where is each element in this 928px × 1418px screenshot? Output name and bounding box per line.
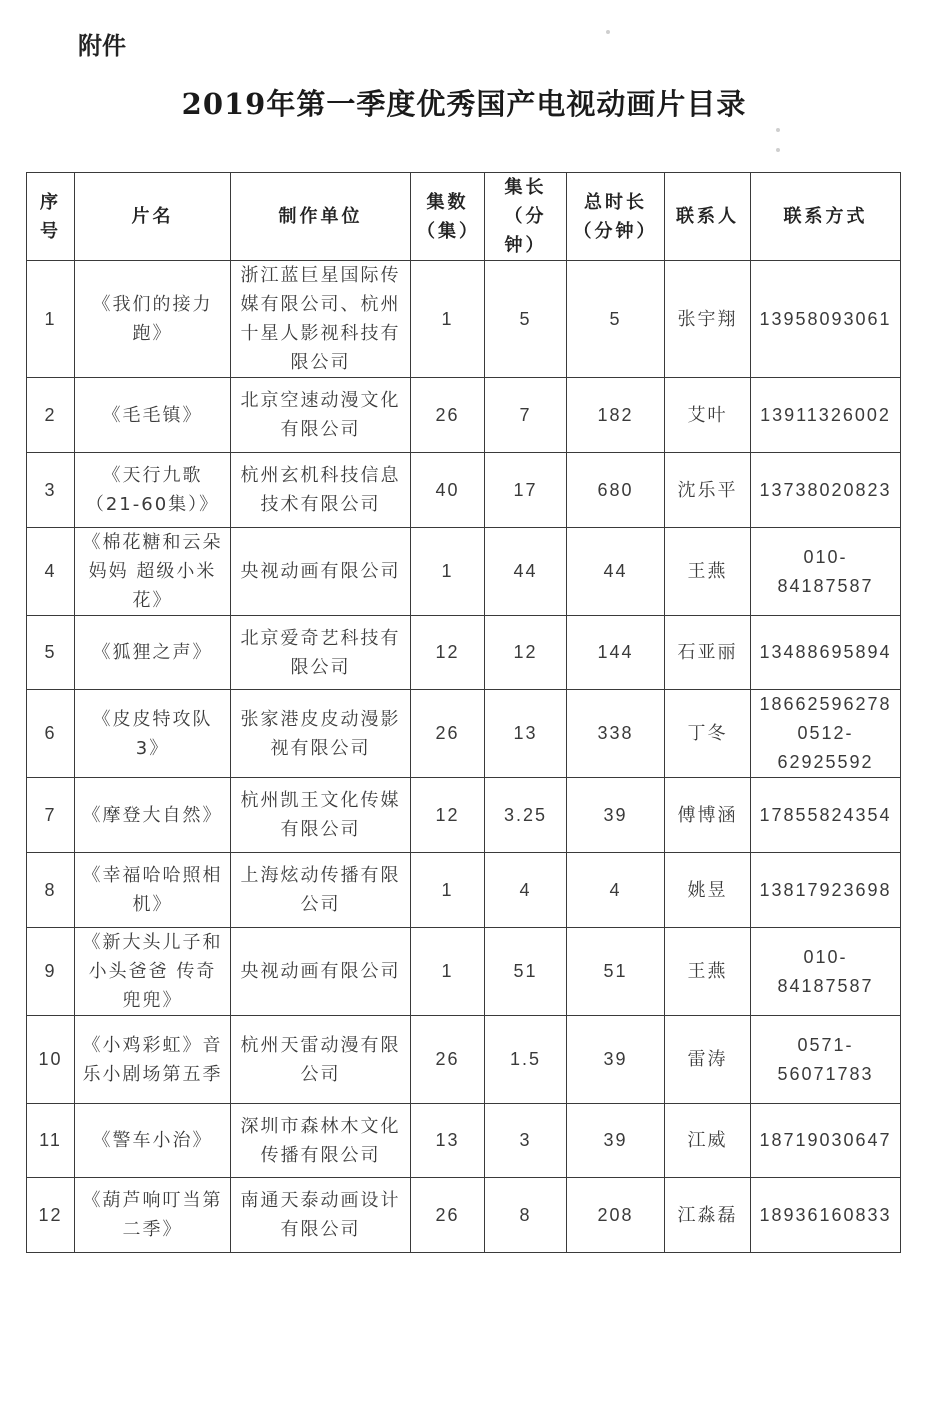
header-producer: 制作单位	[231, 173, 411, 261]
row-total-length: 51	[567, 928, 665, 1016]
row-name: 《警车小治》	[75, 1104, 231, 1178]
row-producer: 上海炫动传播有限公司	[231, 853, 411, 928]
row-contact: 丁冬	[665, 690, 751, 778]
row-contact: 江威	[665, 1104, 751, 1178]
row-episodes: 12	[411, 616, 485, 690]
row-episode-length: 17	[485, 453, 567, 528]
row-producer: 浙江蓝巨星国际传媒有限公司、杭州十星人影视科技有限公司	[231, 261, 411, 378]
row-contact: 王燕	[665, 528, 751, 616]
row-phone: 18719030647	[751, 1104, 901, 1178]
header-episode-length: 集长（分钟）	[485, 173, 567, 261]
row-episodes: 12	[411, 778, 485, 853]
attachment-label: 附件	[78, 32, 126, 60]
row-producer: 南通天泰动画设计有限公司	[231, 1178, 411, 1253]
row-index: 9	[27, 928, 75, 1016]
row-total-length: 680	[567, 453, 665, 528]
header-name: 片名	[75, 173, 231, 261]
row-producer: 杭州凯王文化传媒有限公司	[231, 778, 411, 853]
row-contact: 张宇翔	[665, 261, 751, 378]
document-title: 2019年第一季度优秀国产电视动画片目录	[181, 87, 747, 121]
row-phone: 13911326002	[751, 378, 901, 453]
row-index: 10	[27, 1016, 75, 1104]
row-producer: 北京空速动漫文化有限公司	[231, 378, 411, 453]
row-name: 《天行九歌（21-60集）》	[75, 453, 231, 528]
row-total-length: 338	[567, 690, 665, 778]
row-index: 8	[27, 853, 75, 928]
row-episodes: 40	[411, 453, 485, 528]
row-episodes: 1	[411, 853, 485, 928]
row-index: 6	[27, 690, 75, 778]
table-row	[27, 778, 901, 853]
row-index: 12	[27, 1178, 75, 1253]
row-total-length: 144	[567, 616, 665, 690]
row-name: 《新大头儿子和小头爸爸 传奇兜兜》	[75, 928, 231, 1016]
scan-speck	[776, 148, 780, 152]
scan-speck	[606, 30, 610, 34]
row-contact: 江淼磊	[665, 1178, 751, 1253]
row-episodes: 26	[411, 1178, 485, 1253]
row-episode-length: 7	[485, 378, 567, 453]
row-episodes: 26	[411, 690, 485, 778]
row-contact: 沈乐平	[665, 453, 751, 528]
row-contact: 姚昱	[665, 853, 751, 928]
row-episode-length: 51	[485, 928, 567, 1016]
table-row	[27, 528, 901, 616]
row-episode-length: 13	[485, 690, 567, 778]
row-phone: 13488695894	[751, 616, 901, 690]
table-row	[27, 1016, 901, 1104]
row-producer: 杭州天雷动漫有限公司	[231, 1016, 411, 1104]
table-row	[27, 261, 901, 378]
header-index: 序号	[27, 173, 75, 261]
row-phone: 010-84187587	[751, 928, 901, 1016]
row-name: 《葫芦响叮当第二季》	[75, 1178, 231, 1253]
row-episode-length: 5	[485, 261, 567, 378]
row-phone: 18662596278 0512-62925592	[751, 690, 901, 778]
row-episodes: 13	[411, 1104, 485, 1178]
row-producer: 央视动画有限公司	[231, 528, 411, 616]
row-total-length: 39	[567, 1016, 665, 1104]
row-name: 《幸福哈哈照相机》	[75, 853, 231, 928]
row-name: 《狐狸之声》	[75, 616, 231, 690]
row-episodes: 1	[411, 261, 485, 378]
row-name: 《棉花糖和云朵妈妈 超级小米花》	[75, 528, 231, 616]
row-contact: 傅博涵	[665, 778, 751, 853]
row-total-length: 5	[567, 261, 665, 378]
row-total-length: 208	[567, 1178, 665, 1253]
row-episodes: 1	[411, 928, 485, 1016]
header-total-length: 总时长（分钟）	[567, 173, 665, 261]
row-phone: 13738020823	[751, 453, 901, 528]
row-total-length: 4	[567, 853, 665, 928]
row-producer: 央视动画有限公司	[231, 928, 411, 1016]
table-row	[27, 690, 901, 778]
row-producer: 北京爱奇艺科技有限公司	[231, 616, 411, 690]
row-episodes: 1	[411, 528, 485, 616]
row-index: 1	[27, 261, 75, 378]
row-index: 3	[27, 453, 75, 528]
row-episode-length: 1.5	[485, 1016, 567, 1104]
row-phone: 0571-56071783	[751, 1016, 901, 1104]
table-row	[27, 616, 901, 690]
row-episodes: 26	[411, 378, 485, 453]
table-row	[27, 853, 901, 928]
row-episode-length: 3	[485, 1104, 567, 1178]
row-total-length: 44	[567, 528, 665, 616]
row-producer: 深圳市森林木文化传播有限公司	[231, 1104, 411, 1178]
row-index: 11	[27, 1104, 75, 1178]
row-phone: 010-84187587	[751, 528, 901, 616]
row-episodes: 26	[411, 1016, 485, 1104]
row-phone: 13958093061	[751, 261, 901, 378]
row-phone: 13817923698	[751, 853, 901, 928]
row-episode-length: 3.25	[485, 778, 567, 853]
row-total-length: 39	[567, 1104, 665, 1178]
header-row	[27, 173, 901, 261]
row-episode-length: 8	[485, 1178, 567, 1253]
row-total-length: 39	[567, 778, 665, 853]
row-contact: 石亚丽	[665, 616, 751, 690]
row-name: 《皮皮特攻队3》	[75, 690, 231, 778]
table-row	[27, 453, 901, 528]
row-contact: 雷涛	[665, 1016, 751, 1104]
header-contact: 联系人	[665, 173, 751, 261]
row-contact: 艾叶	[665, 378, 751, 453]
row-episode-length: 4	[485, 853, 567, 928]
row-contact: 王燕	[665, 928, 751, 1016]
table-row	[27, 928, 901, 1016]
row-name: 《我们的接力跑》	[75, 261, 231, 378]
row-index: 5	[27, 616, 75, 690]
row-name: 《小鸡彩虹》音乐小剧场第五季	[75, 1016, 231, 1104]
table-row	[27, 378, 901, 453]
row-episode-length: 12	[485, 616, 567, 690]
row-episode-length: 44	[485, 528, 567, 616]
row-index: 2	[27, 378, 75, 453]
row-index: 4	[27, 528, 75, 616]
catalog-table	[26, 172, 901, 1253]
row-name: 《毛毛镇》	[75, 378, 231, 453]
row-index: 7	[27, 778, 75, 853]
row-producer: 张家港皮皮动漫影视有限公司	[231, 690, 411, 778]
scan-speck	[776, 128, 780, 132]
row-phone: 18936160833	[751, 1178, 901, 1253]
header-episodes: 集数（集）	[411, 173, 485, 261]
row-name: 《摩登大自然》	[75, 778, 231, 853]
header-phone: 联系方式	[751, 173, 901, 261]
row-total-length: 182	[567, 378, 665, 453]
table-row	[27, 1104, 901, 1178]
row-phone: 17855824354	[751, 778, 901, 853]
table-row	[27, 1178, 901, 1253]
row-producer: 杭州玄机科技信息技术有限公司	[231, 453, 411, 528]
